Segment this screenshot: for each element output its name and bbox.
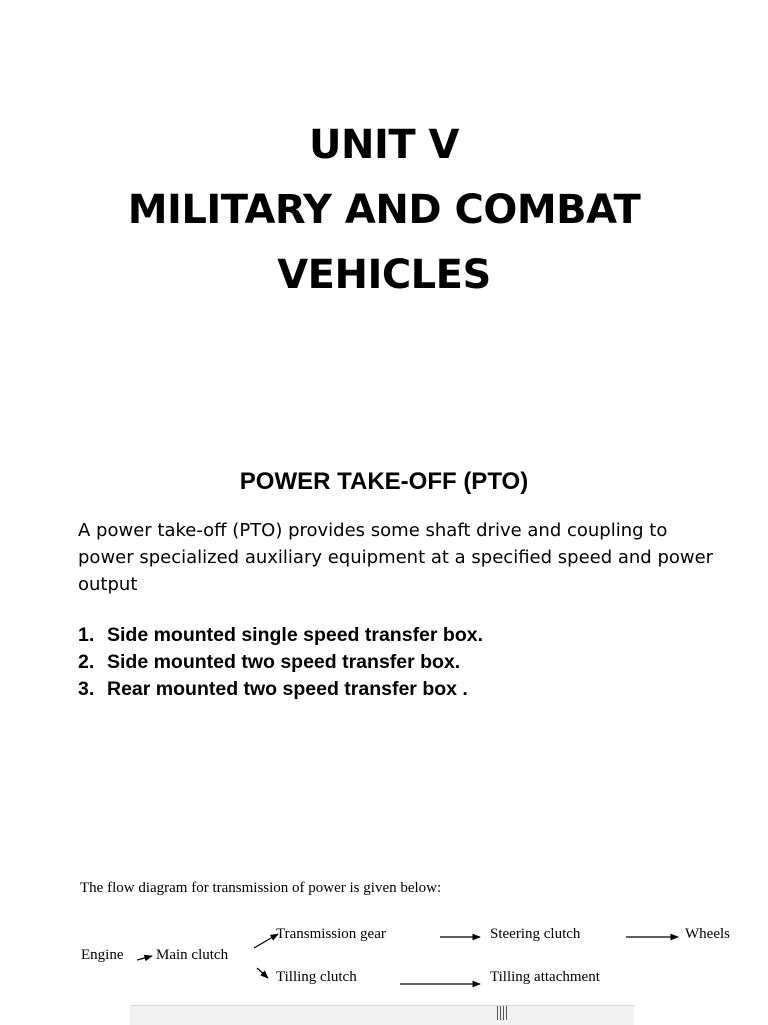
list-item-text: Side mounted single speed transfer box. <box>107 624 483 646</box>
node-engine: Engine <box>81 947 124 963</box>
power-flow-diagram <box>0 870 768 1024</box>
title-line-3: VEHICLES <box>277 252 491 298</box>
flow-arrows <box>0 870 768 1024</box>
title-line-1: UNIT V <box>308 122 459 168</box>
list-item <box>78 676 483 703</box>
node-transmission-gear: Transmission gear <box>276 926 386 942</box>
list-item-number: 1. <box>78 624 95 646</box>
title-line-2: MILITARY AND COMBAT <box>127 187 641 233</box>
slide-title <box>0 113 768 308</box>
list-item-number: 2. <box>78 651 95 673</box>
node-tilling-attachment: Tilling attachment <box>490 969 600 985</box>
node-steering-clutch: Steering clutch <box>490 926 581 942</box>
transfer-box-list <box>78 622 483 703</box>
list-item-text: Side mounted two speed transfer box. <box>107 651 461 673</box>
diagram-image-strip <box>130 1005 634 1025</box>
section-heading: POWER TAKE-OFF (PTO) <box>239 468 529 495</box>
list-item-text: Rear mounted two speed transfer box . <box>107 678 468 700</box>
list-item <box>78 622 483 649</box>
flow-caption: The flow diagram for transmission of power is given below: <box>80 880 442 896</box>
list-item <box>78 649 483 676</box>
arrow-engine-to-main-clutch <box>137 956 152 960</box>
node-main-clutch: Main clutch <box>156 947 229 963</box>
arrow-to-tilling-clutch <box>257 968 268 978</box>
pto-description: A power take-off (PTO) provides some shaft drive and coupling to power specialized auxiliary equipment at a specified speed and power output <box>78 520 714 595</box>
node-tilling-clutch: Tilling clutch <box>276 969 357 985</box>
diagram-image-detail <box>497 1006 509 1020</box>
arrow-to-transmission-gear <box>254 934 278 948</box>
node-wheels: Wheels <box>685 926 730 942</box>
list-item-number: 3. <box>78 678 95 700</box>
